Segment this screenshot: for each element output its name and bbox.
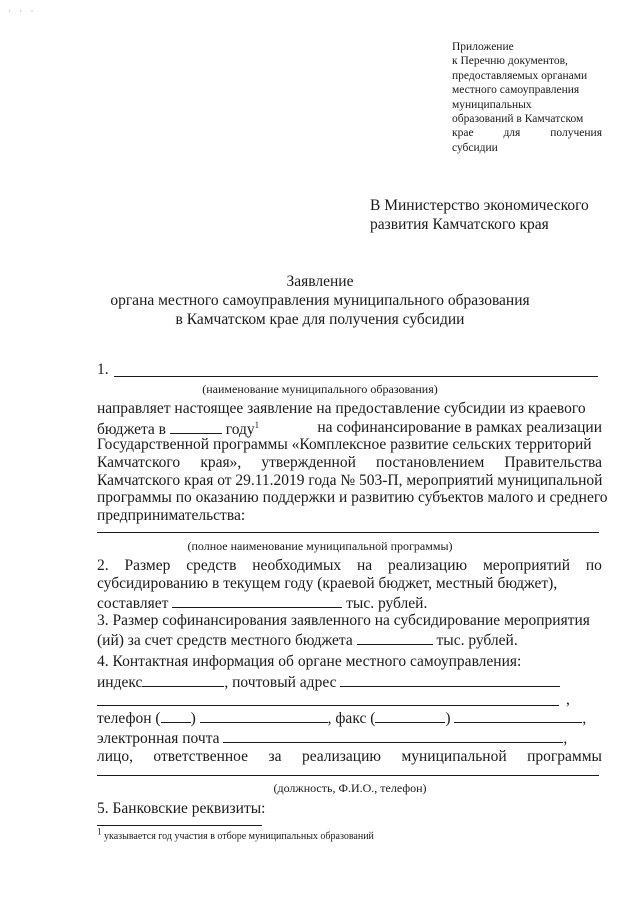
paragraph-line: Камчатского края от 29.11.2019 года № 503-П, мероприятий муниципальной — [97, 472, 603, 489]
addressee-line: В Министерство экономического — [370, 197, 589, 214]
document-subtitle: органа местного самоуправления муниципального образования — [110, 292, 530, 309]
responsible-caption: (должность, Ф.И.О., телефон) — [273, 781, 427, 795]
email-line — [97, 728, 602, 748]
word: Размер — [124, 557, 171, 574]
text: (ий) за счет средств местного бюджета — [97, 632, 353, 649]
paragraph-line: предпринимательства: — [97, 507, 246, 524]
word: Камчатского — [97, 454, 181, 471]
footnote-mark: 1 — [254, 419, 260, 430]
word: утвержденной — [261, 454, 356, 471]
item-3-line: 3. Размер софинансирования заявленного на субсидирование мероприятия — [97, 612, 590, 629]
item-4-line — [97, 672, 602, 692]
municipality-caption: (наименование муниципального образования) — [202, 382, 438, 396]
text: бюджета в — [97, 421, 166, 438]
appendix-line: местного самоуправления — [452, 84, 580, 97]
word: необходимых — [252, 557, 342, 574]
program-caption: (полное наименование муниципальной программы) — [187, 539, 453, 553]
item-4-line: 4. Контактная информация об органе местного самоуправления: — [97, 653, 522, 670]
word: постановлением — [376, 454, 485, 471]
appendix-line: Приложение — [452, 41, 514, 53]
paragraph-line — [97, 454, 602, 472]
document-subtitle: в Камчатском крае для получения субсидии — [175, 311, 465, 328]
email-field[interactable] — [223, 728, 563, 743]
text: на софинансирование в рамках реализации — [317, 419, 602, 436]
text: тыс. рублей. — [346, 595, 428, 612]
appendix-word: для — [503, 127, 521, 140]
appendix-line: муниципальных — [452, 98, 532, 111]
item-2-line — [97, 557, 602, 575]
amount-field[interactable] — [172, 593, 342, 608]
text: составляет — [97, 595, 169, 612]
postal-index-field[interactable] — [142, 672, 224, 687]
text: , почтовый адрес — [224, 674, 337, 691]
paragraph-line — [97, 400, 602, 418]
paragraph-line — [97, 436, 602, 454]
addressee — [370, 196, 589, 234]
text: ) — [445, 710, 451, 727]
text: ) — [190, 710, 196, 727]
text: телефон ( — [97, 710, 161, 727]
phone-code-field[interactable] — [161, 708, 191, 723]
item-2-line — [97, 593, 602, 613]
item-5-line: 5. Банковские реквизиты: — [97, 800, 266, 817]
word: на — [356, 557, 373, 574]
text: Государственной программы «Комплексное развитие сельских территорий — [97, 436, 592, 453]
text: году — [225, 421, 255, 438]
cofinancing-field[interactable] — [357, 630, 433, 645]
word: 2. — [97, 557, 109, 574]
footnote-mark: 1 — [97, 826, 102, 837]
year-field[interactable] — [170, 419, 222, 434]
appendix-note — [452, 40, 602, 155]
item-3-line — [97, 630, 602, 650]
responsible-person-line[interactable] — [97, 775, 599, 776]
comma: , — [566, 691, 570, 708]
appendix-word: получения — [550, 127, 602, 140]
text: направляет настоящее заявление на предоставление субсидии из краевого — [97, 400, 586, 417]
program-name-line[interactable] — [97, 532, 599, 533]
responsible-line — [97, 748, 602, 766]
text: электронная почта — [97, 730, 220, 747]
word: реализацию — [301, 748, 381, 765]
addressee-line: развития Камчатского края — [370, 216, 549, 233]
word: за — [268, 748, 282, 765]
phone-field[interactable] — [200, 708, 328, 723]
text: индекс — [97, 674, 143, 691]
item-1-number: 1. — [97, 361, 109, 378]
word: лицо, — [97, 748, 133, 765]
scan-marks: · · · — [8, 6, 37, 16]
appendix-line: субсидии — [452, 141, 498, 154]
address-continuation-line[interactable] — [97, 705, 559, 706]
text: , — [563, 730, 568, 747]
appendix-line: предоставляемых органами — [452, 69, 588, 82]
appendix-line: к Перечню документов, — [452, 55, 568, 68]
fax-code-field[interactable] — [375, 708, 445, 723]
word: ответственное — [153, 748, 248, 765]
text: , факс ( — [327, 710, 376, 727]
footnote-separator — [97, 825, 262, 826]
municipality-name-line[interactable] — [114, 376, 598, 377]
word: реализацию — [388, 557, 468, 574]
footnote — [97, 826, 374, 842]
word: программы — [527, 748, 602, 765]
word: Правительства — [504, 454, 602, 471]
appendix-word: крае — [452, 127, 474, 140]
item-2-line: субсидированию в текущем году (краевой бюджет, местный бюджет), — [97, 575, 558, 592]
appendix-line — [452, 126, 602, 140]
word: края», — [200, 454, 242, 471]
phone-fax-line — [97, 708, 602, 728]
word: мероприятий — [482, 557, 570, 574]
text: , — [582, 710, 587, 727]
fax-field[interactable] — [454, 708, 582, 723]
word: по — [585, 557, 602, 574]
appendix-line: образований в Камчатском — [452, 113, 584, 126]
postal-address-field[interactable] — [340, 672, 560, 687]
word: муниципальной — [401, 748, 507, 765]
paragraph-line: программы по оказанию поддержки и развитию субъектов малого и среднего — [97, 489, 608, 506]
document-title: Заявление — [286, 273, 354, 290]
word: средств — [186, 557, 237, 574]
footnote-text: указывается год участия в отборе муниципальных образований — [104, 831, 374, 842]
text: тыс. рублей. — [436, 632, 518, 649]
